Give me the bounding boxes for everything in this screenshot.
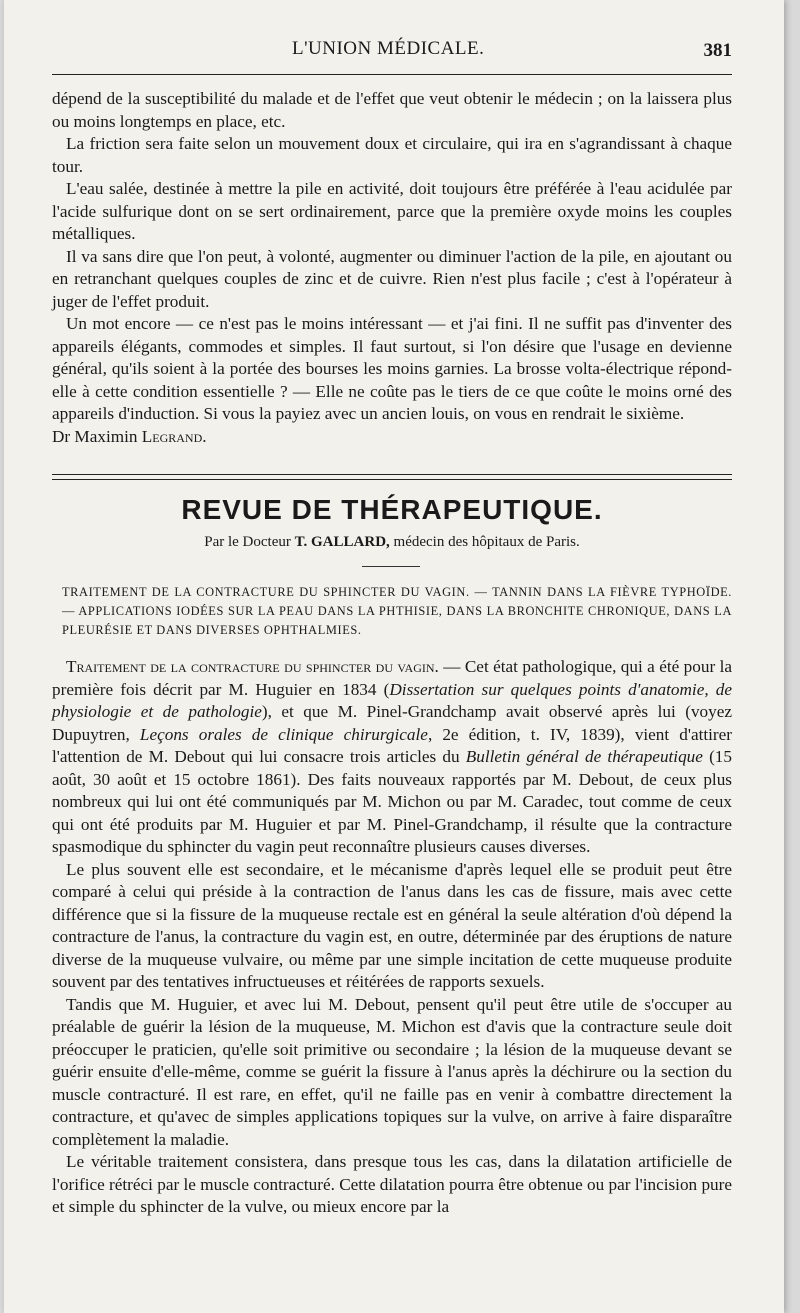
- review-summary: TRAITEMENT DE LA CONTRACTURE DU SPHINCTER DU VAGIN. — TANNIN DANS LA FIÈVRE TYPHOÏDE. — APPLICATIONS IODÉES SUR LA PEAU DANS LA PHTHISIE, DANS LA BRONCHITE CHRONIQUE, DANS LA PLEURÉSIE ET DANS DIVERSES OPHTHALMIES.: [62, 585, 732, 637]
- byline-suffix: médecin des hôpitaux de Paris.: [393, 534, 580, 550]
- signature-surname: Legrand.: [141, 426, 207, 446]
- review-byline: [52, 534, 732, 551]
- citation: Leçons orales de clinique chirurgicale: [139, 724, 428, 744]
- review-body: [52, 656, 732, 1219]
- section-divider: [52, 474, 732, 480]
- byline-rule: [362, 566, 420, 567]
- citation: Dissertation sur quelques points d'anatomie, de physiologie et de pathologie: [52, 679, 732, 721]
- document-page: [4, 0, 784, 1313]
- review-title: REVUE DE THÉRAPEUTIQUE.: [181, 494, 603, 525]
- body-paragraph: Le véritable traitement consistera, dans presque tous les cas, dans la dilatation artificielle de l'orifice rétréci par le muscle contracturé. Cette dilatation pourra être obtenue ou par l'incision pure et simple du sphincter de la vulve, ou mieux encore par la: [52, 1152, 732, 1216]
- intro-section: [52, 88, 732, 448]
- citation: Bulletin général de thérapeutique: [465, 747, 703, 766]
- body-paragraph: Le plus souvent elle est secondaire, et le mécanisme d'après lequel elle se produit peut être comparé à celui qui préside à la contraction de l'anus dans les cas de fissure, mais avec cette différence que si la fissure de la muqueuse rectale est en général la seule altération d'où dépend la contracture de l'anus, la contracture du vagin est, en outre, déterminée par des éruptions de nature diverse de la muqueuse vulvaire, ou même par une simple incitation de cette muqueuse produite souvent par des tentatives infructueuses et réitérées de rapports sexuels.: [52, 859, 732, 991]
- body-text: ), et que M. Pinel-Grandchamp avait observé après lui (voyez Dupuytren,: [52, 702, 732, 744]
- byline-author: T. GALLARD,: [294, 534, 390, 550]
- byline-prefix: Par le Docteur: [204, 534, 291, 550]
- running-title: L'UNION MÉDICALE.: [292, 38, 485, 59]
- body-text: — Cet état pathologique, qui a été pour la première fois décrit par M. Huguier en 1834 (: [52, 657, 733, 699]
- header-rule: [52, 74, 732, 75]
- section-heading: Traitement de la contracture du sphincter du vagin.: [66, 657, 439, 676]
- intro-paragraph: dépend de la susceptibilité du malade et de l'effet que veut obtenir le médecin ; on la laissera plus ou moins longtemps en place, etc.: [52, 89, 732, 131]
- page-header: [52, 38, 732, 68]
- body-paragraph: [52, 656, 732, 859]
- page-number: 381: [703, 40, 732, 61]
- intro-paragraph: Un mot encore — ce n'est pas le moins intéressant — et j'ai fini. Il ne suffit pas d'inventer des appareils élégants, commodes et simples. Il faut surtout, si l'on désire que l'usage en devienne général, qu'ils soient à la portée des bourses les moins garnies. La brosse volta-électrique répond-elle à cette condition essentielle ? — Elle ne coûte pas le tiers de ce que coûte le moins orné des appareils d'induction. Si vous la payiez avec un ancien louis, on vous en rendrait le sixième.: [52, 314, 732, 423]
- body-paragraph: Tandis que M. Huguier, et avec lui M. Debout, pensent qu'il peut être utile de s'occuper au préalable de guérir la lésion de la muqueuse, M. Michon est d'avis que la contracture seule doit préoccuper le praticien, qu'elle soit primitive ou secondaire ; la lésion de la muqueuse devant se guérir ensuite d'elle-même, comme se guérit la fissure à l'anus après la déchirure ou la section du muscle contracturé. Il est rare, en effet, qu'il ne faille pas en venir à combattre directement la contracture, et qu'avec de simples applications topiques sur la vulve, on arrive à faire disparaître complètement la maladie.: [52, 994, 732, 1149]
- intro-paragraph: L'eau salée, destinée à mettre la pile en activité, doit toujours être préférée à l'eau acidulée par l'acide sulfurique dont on se sert ordinairement, parce que la première oxyde moins les couples métalliques.: [52, 179, 732, 243]
- intro-paragraph: Il va sans dire que l'on peut, à volonté, augmenter ou diminuer l'action de la pile, en ajoutant ou en retranchant quelques couples de zinc et de cuivre. Rien n'est plus facile ; c'est à l'opérateur à juger de l'effet produit.: [52, 246, 732, 311]
- intro-paragraph: La friction sera faite selon un mouvement doux et circulaire, qui ira en s'agrandissant à chaque tour.: [52, 134, 732, 176]
- body-text: (15 août, 30 août et 15 octobre 1861). Des faits nouveaux rapportés par M. Debout, de ceux plus nombreux qui lui ont été communiqués par M. Michon ou par M. Caradec, tout comme de ceux qui ont été produits par M. Huguier et par M. Pinel-Grandchamp, il résulte que la contracture spasmodique du sphincter du vagin peut reconnaître plusieurs causes diverses.: [52, 747, 732, 856]
- signature-prefix: Dr Maximin: [52, 426, 138, 446]
- body-text: , 2e édition, t. IV, 1839), vient d'attirer l'attention de M. Debout qui lui consacre trois articles du: [52, 724, 733, 766]
- signature: [52, 426, 732, 449]
